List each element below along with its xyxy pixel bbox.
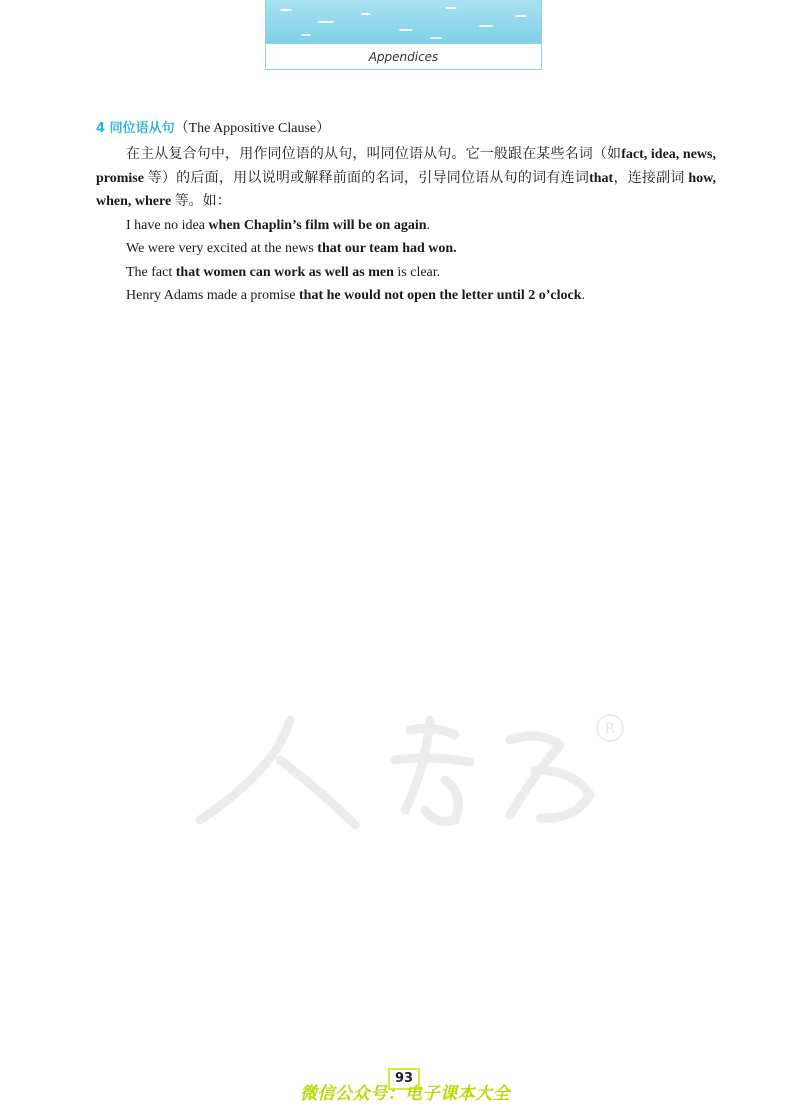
section-heading (96, 119, 716, 139)
publisher-watermark-logo (180, 700, 640, 840)
paragraph-bold: how, when, where (96, 170, 717, 209)
example-sentence (96, 261, 716, 285)
example-sentence (96, 214, 716, 238)
header-tab (265, 0, 542, 70)
header-label: Appendices (368, 50, 439, 64)
example-tail: . (581, 288, 585, 303)
example-plain: Henry Adams made a promise (126, 288, 300, 303)
paragraph-bold: that (589, 170, 614, 186)
example-sentence (96, 237, 716, 261)
header-decorative-band (266, 0, 541, 44)
paragraph-bold: fact, idea, news, promise (96, 147, 716, 186)
example-plain: The fact (126, 264, 176, 280)
main-content (96, 119, 716, 308)
example-bold: when Chaplin’s film will be on again (208, 217, 427, 233)
example-bold: that women can work as well as men (175, 264, 394, 280)
paragraph-text: 在主从复合句中，用作同位语的从句，叫同位语从句。它一般跟在某些名词（如 (126, 147, 622, 162)
section-english-title: （The Appositive Clause） (174, 121, 331, 136)
paragraph-text: 等。如： (171, 194, 231, 209)
section-number-title: 4 同位语从句 (96, 121, 175, 136)
explanation-paragraph (96, 143, 716, 214)
paragraph-text: ，连接副词 (613, 170, 689, 186)
svg-text:R: R (605, 721, 615, 737)
example-tail: . (426, 217, 431, 233)
example-sentence (96, 284, 716, 308)
example-bold: that he would not open the letter until 2 o’clock (299, 288, 582, 303)
example-plain: I have no idea (126, 217, 209, 233)
paragraph-text: 等）的后面，用以说明或解释前面的名词，引导同位语从句的词有连词 (143, 170, 590, 186)
example-bold: that our team had won. (317, 241, 457, 256)
footer-banner: 微信公众号：电子课本大全 (300, 1084, 510, 1104)
page-number: 93 (388, 1068, 420, 1090)
example-plain: We were very excited at the news (126, 241, 318, 256)
example-tail: is clear. (393, 264, 441, 280)
